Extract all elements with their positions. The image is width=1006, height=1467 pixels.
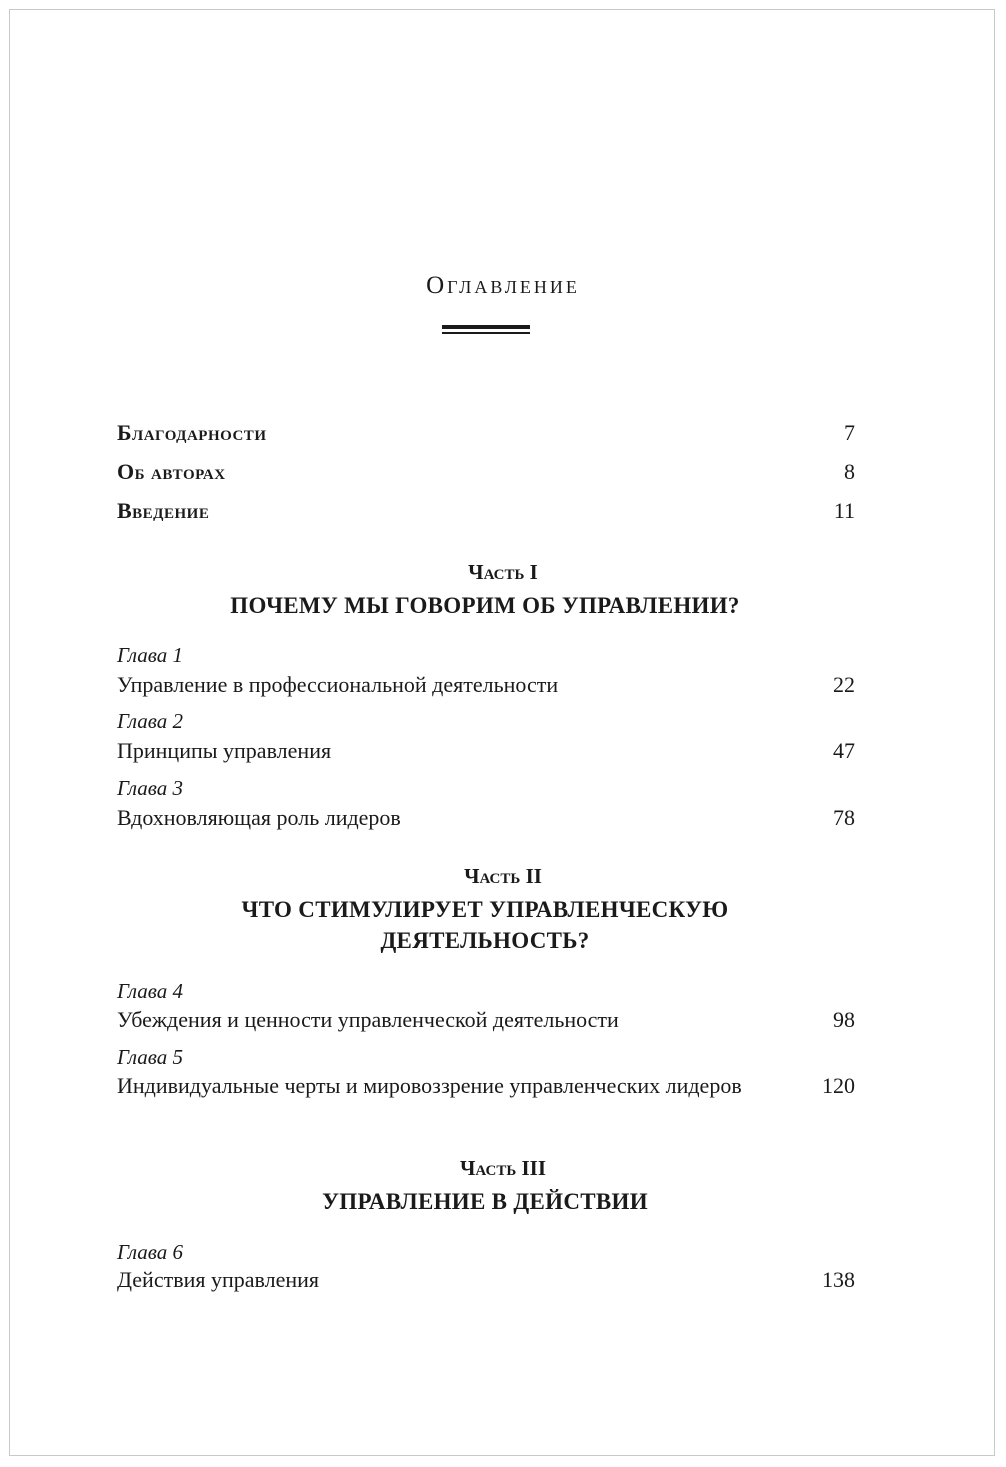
chapter-1-label: Глава 1	[117, 643, 183, 667]
chapter-4-label: Глава 4	[117, 979, 183, 1003]
toc-entry-page: 8	[844, 459, 855, 484]
chapter-5-label: Глава 5	[117, 1045, 183, 1069]
toc-entry-about-authors[interactable]	[117, 459, 855, 485]
chapter-page: 22	[833, 672, 855, 697]
page-title: Оглавление	[426, 272, 580, 299]
chapter-title: Принципы управления	[117, 738, 332, 763]
chapter-3-entry[interactable]	[117, 804, 855, 831]
chapter-page: 120	[822, 1073, 855, 1098]
toc-entry-label: Введение	[117, 498, 210, 523]
chapter-6-entry[interactable]	[117, 1266, 855, 1293]
chapter-5-entry[interactable]	[117, 1072, 855, 1099]
part-1-label: Часть I	[468, 560, 538, 584]
chapter-4-entry[interactable]	[117, 1006, 855, 1033]
toc-entry-acknowledgements[interactable]	[117, 420, 855, 446]
chapter-2-label: Глава 2	[117, 709, 183, 733]
chapter-1-entry[interactable]	[117, 671, 855, 698]
part-3-title: УПРАВЛЕНИЕ В ДЕЙСТВИИ	[322, 1189, 648, 1214]
part-1-title: ПОЧЕМУ МЫ ГОВОРИМ ОБ УПРАВЛЕНИИ?	[230, 593, 740, 618]
part-2-label: Часть II	[464, 864, 542, 888]
chapter-page: 78	[833, 805, 855, 830]
chapter-6-label: Глава 6	[117, 1240, 183, 1264]
chapter-title: Управление в профессиональной деятельности	[117, 672, 559, 697]
toc-entry-page: 7	[844, 420, 855, 445]
chapter-2-entry[interactable]	[117, 737, 855, 764]
chapter-page: 47	[833, 738, 855, 763]
chapter-title: Действия управления	[117, 1267, 320, 1292]
part-2-title: ЧТО СТИМУЛИРУЕТ УПРАВЛЕНЧЕСКУЮ ДЕЯТЕЛЬНОСТЬ?	[241, 897, 729, 953]
chapter-title: Убеждения и ценности управленческой деятельности	[117, 1007, 619, 1032]
chapter-page: 98	[833, 1007, 855, 1032]
toc-entry-page: 11	[833, 498, 855, 523]
chapter-title: Индивидуальные черты и мировоззрение управленческих лидеров	[117, 1073, 742, 1098]
chapter-3-label: Глава 3	[117, 776, 183, 800]
toc-entry-label: Благодарности	[117, 420, 267, 445]
title-double-rule	[442, 325, 530, 336]
rule-thin	[442, 332, 530, 334]
rule-thick	[442, 325, 530, 329]
toc-entry-introduction[interactable]	[117, 498, 855, 524]
chapter-page: 138	[822, 1267, 855, 1292]
part-3-label: Часть III	[459, 1156, 547, 1180]
chapter-title: Вдохновляющая роль лидеров	[117, 805, 401, 830]
toc-entry-label: Об авторах	[117, 459, 226, 484]
